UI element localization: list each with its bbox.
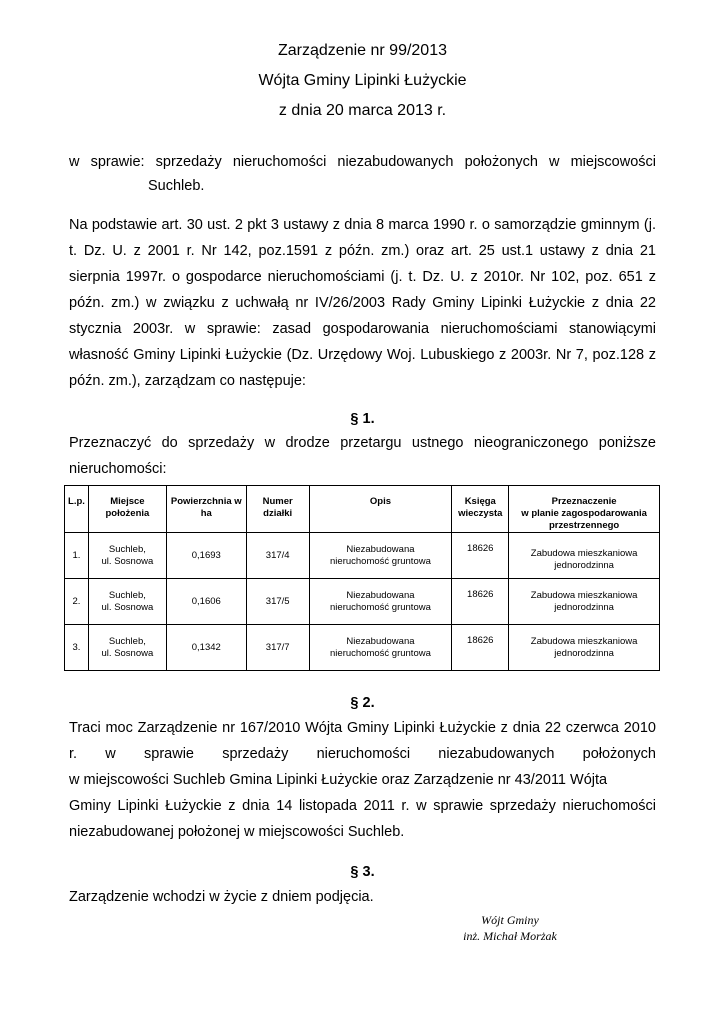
header-description: Opis [309,486,452,533]
cell-location: Suchleb, ul. Sosnowa [88,625,166,671]
properties-table [64,485,660,671]
header-lp: L.p. [65,486,89,533]
section-2-line-3: w miejscowości Suchleb Gmina Lipinki Łużyckie oraz Zarządzenie nr 43/2011 Wójta [69,772,608,788]
cell-location: Suchleb, ul. Sosnowa [88,579,166,625]
section-2-line-2: r. w sprawie sprzedaży nieruchomości niezabudowanych położonych [69,746,656,762]
cell-plot-number: 317/5 [246,579,309,625]
document-date: z dnia 20 marca 2013 r. [278,102,447,119]
header-land-register: Księga wieczysta [452,486,509,533]
signature-name: inż. Michał Morżak [463,929,557,943]
section-2-line-1: Traci moc Zarządzenie nr 167/2010 Wójta Gminy Lipinki Łużyckie z dnia 22 czerwca 2010 [69,720,656,736]
cell-lp: 1. [65,533,89,579]
cell-zoning-purpose: Zabudowa mieszkaniowa jednorodzinna [509,579,660,625]
table-header-row [65,486,660,533]
cell-description: Niezabudowana nieruchomość gruntowa [309,579,452,625]
cell-location: Suchleb, ul. Sosnowa [88,533,166,579]
cell-zoning-purpose: Zabudowa mieszkaniowa jednorodzinna [509,533,660,579]
section-2-line-5: niezabudowanej położonej w miejscowości Suchleb. [69,824,405,840]
section-1-text: Przeznaczyć do sprzedaży w drodze przetargu ustnego nieograniczonego poniższe nieruchomości: [69,435,656,477]
cell-plot-number: 317/4 [246,533,309,579]
subject-line-1: w sprawie: sprzedaży nieruchomości niezabudowanych położonych w miejscowości [69,154,656,170]
cell-lp: 3. [65,625,89,671]
cell-description: Niezabudowana nieruchomość gruntowa [309,533,452,579]
section-2-mark: § 2. [350,695,375,711]
document-issuer: Wójta Gminy Lipinki Łużyckie [258,72,467,89]
section-1-mark: § 1. [350,411,375,427]
cell-area: 0,1342 [166,625,246,671]
cell-land-register: 18626 [452,533,509,579]
table-row [65,533,660,579]
cell-zoning-purpose: Zabudowa mieszkaniowa jednorodzinna [509,625,660,671]
header-plot-number: Numer działki [246,486,309,533]
cell-description: Niezabudowana nieruchomość gruntowa [309,625,452,671]
cell-area: 0,1606 [166,579,246,625]
header-zoning-purpose: Przeznaczenie w planie zagospodarowania przestrzennego [509,486,660,533]
document-title: Zarządzenie nr 99/2013 [278,42,447,59]
table-row [65,625,660,671]
cell-area: 0,1693 [166,533,246,579]
section-2-line-4: Gminy Lipinki Łużyckie z dnia 14 listopada 2011 r. w sprawie sprzedaży nieruchomości [69,798,656,814]
cell-plot-number: 317/7 [246,625,309,671]
cell-land-register: 18626 [452,625,509,671]
preamble-paragraph: Na podstawie art. 30 ust. 2 pkt 3 ustawy z dnia 8 marca 1990 r. o samorządzie gminnym (j. t. Dz. U. z 2001 r. Nr 142, poz.1591 z późn. zm.) oraz art. 25 ust.1 ustawy z dnia 21 sierpnia 1997r. o gospodarce nieruchomościami (j. t. Dz. U. z 2010r. Nr 102, poz. 651 z późn. zm.) w związku z uchwałą nr IV/26/2003 Rady Gminy Lipinki Łużyckie z dnia 22 stycznia 2003r. w sprawie: zasad gospodarowania nieruchomościami stanowiącymi własność Gminy Lipinki Łużyckie (Dz. Urzędowy Woj. Lubuskiego z 2003r. Nr 7, poz.128 z późn. zm.), zarządzam co następuje: [69,217,656,389]
header-area: Powierzchnia w ha [166,486,246,533]
section-3-mark: § 3. [350,864,375,880]
cell-land-register: 18626 [452,579,509,625]
section-3-text: Zarządzenie wchodzi w życie z dniem podjęcia. [69,889,374,905]
subject-line-2: Suchleb. [148,178,205,194]
cell-lp: 2. [65,579,89,625]
header-location: Miejsce położenia [88,486,166,533]
table-row [65,579,660,625]
signature-title: Wójt Gminy [481,913,539,927]
